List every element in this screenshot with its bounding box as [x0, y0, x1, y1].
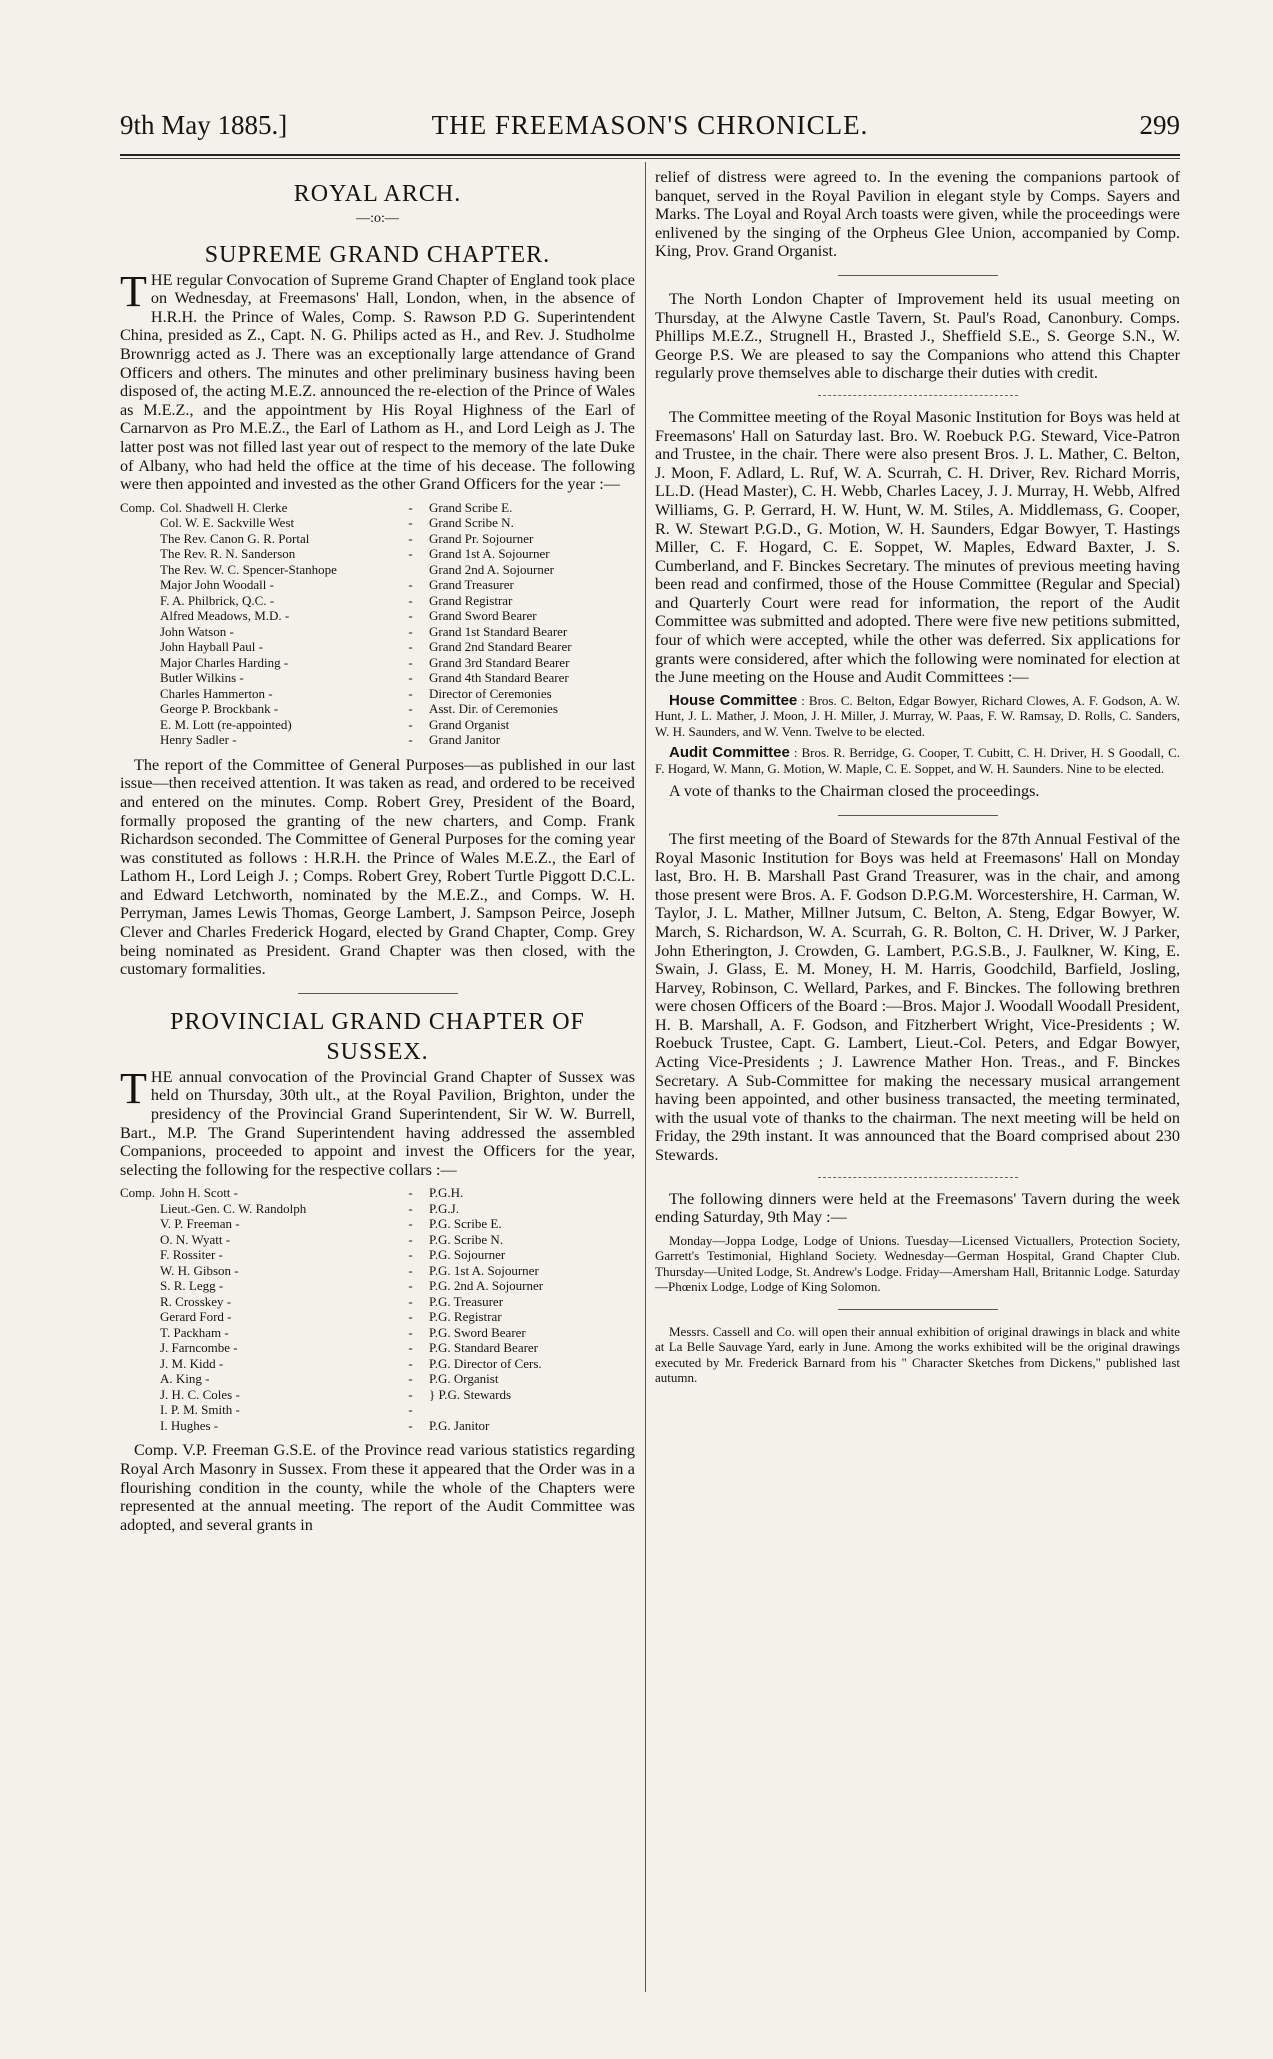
- officer-office: Grand Pr. Sojourner: [428, 530, 534, 546]
- officer-separator: -: [408, 1371, 413, 1387]
- officer-name-cell: [120, 624, 408, 640]
- officer-name: F. A. Philbrick, Q.C. -: [160, 592, 275, 608]
- officer-separator: -: [408, 1262, 413, 1278]
- officer-office: P.G. Standard Bearer: [428, 1340, 539, 1356]
- masthead-rule-thin: [120, 158, 1180, 159]
- officer-name: John Watson -: [160, 623, 234, 639]
- section-rule: [838, 275, 998, 276]
- officer-office: P.G. Janitor: [428, 1417, 490, 1433]
- officer-office: P.G. Treasurer: [428, 1293, 504, 1309]
- article-paragraph: relief of distress were agreed to. In the evening the companions partook of banquet, served in the Royal Pavilion in elegant style by Comps. Sayers and Marks. The Loyal and Royal Arch toasts were given, while the proceedings were enlivened by the singing of the Orpheus Glee Union, accompanied by Comp. King, Prov. Grand Organist.: [655, 168, 1180, 261]
- paragraph-text: HE annual convocation of the Provincial Grand Chapter of Sussex was held on Thursday, 30th ult., at the Royal Pavilion, Brighton, under the presidency of the Provincial Grand Superintendent, Sir W. W. Burrell, Bart., M.P. The Grand Superintendent having addressed the assembled Companions, proceeded to appoint and invest the Officers for the year, selecting the following for the respective collars :—: [120, 1067, 635, 1179]
- right-column: [655, 168, 1180, 1392]
- officer-name: John H. Scott -: [160, 1185, 238, 1201]
- officer-name: Charles Hammerton -: [160, 685, 273, 701]
- officer-row: [120, 1278, 635, 1294]
- officer-name: The Rev. R. N. Sanderson: [160, 546, 296, 562]
- officer-name-cell: [120, 701, 408, 717]
- officer-office: P.G. Sojourner: [428, 1247, 506, 1263]
- article-paragraph: The Committee meeting of the Royal Masonic Institution for Boys was held at Freemasons' Hall on Saturday last. Bro. W. Roebuck P.G. Steward, Vice-Patron and Trustee, in the chair. There were also present Bros. J. L. Mather, C. Belton, J. Moon, F. Adlard, L. Ruf, W. A. Scurrah, C. H. Driver, Rev. Richard Morris, LL.D. (Head Master), C. H. Webb, Charles Lacey, J. J. Murray, H. Webb, Alfred Williams, G. P. Gerrard, H. W. Hunt, W. M. Stiles, A. Middlemass, G. Cooper, R. W. Stewart P.G.D., G. Motion, W. H. Saunders, Edgar Bowyer, T. Hastings Miller, C. F. Hogard, C. E. Soppet, W. Maples, Edward Baxter, J. S. Cumberland, and F. Binckes Secretary. The minutes of previous meeting having been read and confirmed, those of the House Committee (Regular and Special) and Quarterly Court were read for information, the report of the Audit Committee was submitted and adopted. There were five new petitions submitted, four of which were accepted, while the other was deferred. Six applications for grants were considered, after which the following were nominated for election at the June meeting on the House and Audit Committees :—: [655, 407, 1180, 687]
- officer-name: Col. W. E. Sackville West: [160, 515, 295, 531]
- officer-office: Grand Organist: [428, 716, 510, 732]
- officer-name-cell: [120, 1356, 408, 1372]
- officer-separator: -: [408, 515, 413, 531]
- officer-office: P.G. Registrar: [428, 1309, 502, 1325]
- officer-office: P.G. Sword Bearer: [428, 1324, 526, 1340]
- officer-name-cell: [120, 500, 408, 516]
- officer-row: [120, 1418, 635, 1434]
- officer-office: Grand Scribe N.: [428, 515, 514, 531]
- left-column: [120, 168, 635, 1540]
- officer-name-cell: [120, 1216, 408, 1232]
- article-heading-sussex: SUSSEX.: [326, 1038, 429, 1065]
- section-rule: [838, 1309, 998, 1310]
- officer-office: P.G.H.: [428, 1185, 464, 1201]
- officer-office: Grand 4th Standard Bearer: [428, 670, 569, 686]
- officer-row: [120, 1247, 635, 1263]
- officer-row: [120, 1185, 635, 1201]
- officer-name: J. M. Kidd -: [160, 1355, 224, 1371]
- officer-name: George P. Brockbank -: [160, 701, 279, 717]
- officer-name-cell: [120, 1278, 408, 1294]
- officer-office: P.G. 1st A. Sojourner: [428, 1262, 539, 1278]
- officer-row: [120, 670, 635, 686]
- officer-name-cell: [120, 670, 408, 686]
- officer-office: Grand 2nd Standard Bearer: [428, 639, 572, 655]
- audit-committee-text: : Bros. R. Berridge, G. Cooper, T. Cubitt, C. H. Driver, H. S Goodall, C. F. Hogard, W. Mann, G. Motion, W. Maple, C. E. Soppet, and W. H. Saunders. Nine to be elected.: [655, 745, 1180, 776]
- officer-row: [120, 686, 635, 702]
- officer-office: Grand Janitor: [428, 732, 501, 748]
- issue-date: 9th May 1885.]: [120, 110, 288, 140]
- officer-row: [120, 624, 635, 640]
- officer-name: Col. Shadwell H. Clerke: [160, 499, 288, 515]
- officer-row: [120, 1216, 635, 1232]
- officer-name: Lieut.-Gen. C. W. Randolph: [160, 1200, 307, 1216]
- officer-office: Grand 3rd Standard Bearer: [428, 654, 570, 670]
- house-committee-list: [655, 693, 1180, 740]
- officer-name-cell: [120, 1294, 408, 1310]
- article-paragraph: [120, 1063, 635, 1180]
- officer-name: The Rev. Canon G. R. Portal: [160, 530, 310, 546]
- house-committee-text: : Bros. C. Belton, Edgar Bowyer, Richard Clowes, A. F. Godson, A. W. Hunt, J. L. Mather, J. Moon, J. H. Miller, J. Murray, W. Paas, F. W. Ramsay, D. Rolls, C. Sanders, W. H. Saunders, and W. Venn. Twelve to be elected.: [655, 692, 1181, 739]
- officer-office: P.G. Scribe E.: [428, 1216, 502, 1232]
- officer-name: Gerard Ford -: [160, 1309, 232, 1325]
- officer-office: P.G. Director of Cers.: [428, 1355, 542, 1371]
- officer-separator: -: [408, 1231, 413, 1247]
- ornament: —:o:—: [356, 211, 399, 226]
- officer-name: J. Farncombe -: [160, 1340, 238, 1356]
- officer-row: [120, 1294, 635, 1310]
- officer-name: John Hayball Paul -: [160, 639, 263, 655]
- officer-name-cell: [120, 1340, 408, 1356]
- officer-name: T. Packham -: [160, 1324, 229, 1340]
- paragraph-text: HE regular Convocation of Supreme Grand Chapter of England took place on Wednesday, at Freemasons' Hall, London, when, in the absence of H.R.H. the Prince of Wales, Comp. S. Rawson P.D G. Superintendent China, presided as Z., Capt. N. G. Philips acted as H., and Rev. J. Studholme Brownrigg acted as J. There was an exceptionally large attendance of Grand Officers and others. The minutes and other preliminary business having been disposed of, the acting M.E.Z. announced the re-election of the Prince of Wales as M.E.Z., and the appointment by His Royal Highness of the Earl of Carnarvon as Pro M.E.Z., the Earl of Lathom as H., and Lord Leigh as J. The latter post was not filled last year out of respect to the memory of the late Duke of Albany, who had held the office at the time of his decease. The following were then appointed and invested as the other Grand Officers for the year :—: [120, 270, 635, 494]
- drop-cap: T: [120, 1063, 147, 1113]
- officer-name-cell: [120, 1402, 408, 1418]
- officer-office: P.G. Organist: [428, 1371, 499, 1387]
- officer-separator: -: [408, 608, 413, 624]
- officer-name-cell: [120, 593, 408, 609]
- officer-row: [120, 701, 635, 717]
- officer-name-cell: [120, 1185, 408, 1201]
- officer-name-cell: [120, 1371, 408, 1387]
- officer-separator: -: [408, 1309, 413, 1325]
- officer-office: Grand Sword Bearer: [428, 608, 537, 624]
- officer-name: I. P. M. Smith -: [160, 1402, 240, 1418]
- officer-name-cell: [120, 562, 408, 578]
- officer-name-cell: [120, 546, 408, 562]
- officer-row: [120, 1201, 635, 1217]
- officer-name-cell: [120, 1232, 408, 1248]
- section-title: ROYAL ARCH.: [293, 181, 462, 207]
- officer-separator: -: [408, 654, 413, 670]
- officer-separator: -: [408, 1278, 413, 1294]
- officer-row: [120, 1387, 635, 1403]
- officer-name: F. Rossiter -: [160, 1247, 223, 1263]
- officer-separator: -: [408, 1216, 413, 1232]
- officer-name: R. Crosskey -: [160, 1293, 232, 1309]
- officer-separator: -: [408, 530, 413, 546]
- comp-prefix: Comp.: [120, 1185, 156, 1201]
- officer-name: Henry Sadler -: [160, 732, 237, 748]
- officer-name: Alfred Meadows, M.D. -: [160, 608, 290, 624]
- officer-separator: -: [408, 716, 413, 732]
- officer-row: [120, 577, 635, 593]
- article-paragraph: Comp. V.P. Freeman G.S.E. of the Province read various statistics regarding Royal Arch Masonry in Sussex. From these it appeared that the Order was in a flourishing condition in the county, while the whole of the Chapters were represented at the annual meeting. The report of the Audit Committee was adopted, and several grants in: [120, 1441, 635, 1534]
- officer-row: [120, 562, 635, 578]
- officer-name: O. N. Wyatt -: [160, 1231, 231, 1247]
- publication-title: THE FREEMASON'S CHRONICLE.: [431, 110, 869, 140]
- article-heading-supreme-grand-chapter: SUPREME GRAND CHAPTER.: [204, 241, 551, 268]
- officer-office: Grand Registrar: [428, 592, 513, 608]
- officer-office: } P.G. Stewards: [428, 1386, 512, 1402]
- officer-row: [120, 1325, 635, 1341]
- officer-row: [120, 546, 635, 562]
- officers-table-sussex: [120, 1185, 635, 1433]
- officer-separator: -: [408, 1417, 413, 1433]
- officer-name: Major John Woodall -: [160, 577, 274, 593]
- article-paragraph: A vote of thanks to the Chairman closed the proceedings.: [669, 782, 1040, 801]
- officer-name-cell: [120, 686, 408, 702]
- officer-name: V. P. Freeman -: [160, 1216, 240, 1232]
- masthead-rule: [120, 154, 1180, 156]
- officer-separator: -: [408, 623, 413, 639]
- section-rule: [818, 1177, 1018, 1178]
- officer-name-cell: [120, 639, 408, 655]
- officer-row: [120, 732, 635, 748]
- dinners-list: Monday—Joppa Lodge, Lodge of Unions. Tuesday—Licensed Victuallers, Protection Society, Garrett's Testimonial, Highland Society. Wednesday—German Hospital, Grand Chapter Club. Thursday—United Lodge, St. Andrew's Lodge. Friday—Amersham Hall, Britannic Lodge. Saturday—Phœnix Lodge, Lodge of King Solomon.: [655, 1232, 1180, 1295]
- officer-separator: -: [408, 546, 413, 562]
- officer-separator: [408, 562, 429, 578]
- audit-committee-label: Audit Committee: [669, 744, 790, 762]
- officer-office: Asst. Dir. of Ceremonies: [428, 701, 558, 717]
- officer-name-cell: [120, 1387, 408, 1403]
- officer-name-cell: [120, 608, 408, 624]
- officer-row: [120, 1356, 635, 1372]
- article-heading-provincial-grand-chapter: PROVINCIAL GRAND CHAPTER OF: [170, 1008, 585, 1035]
- comp-prefix: Comp.: [120, 499, 156, 515]
- officer-row: [120, 639, 635, 655]
- officer-name-cell: [120, 732, 408, 748]
- officer-separator: -: [408, 592, 413, 608]
- officer-separator: -: [408, 1355, 413, 1371]
- officer-name-cell: [120, 1201, 408, 1217]
- officer-separator: -: [408, 701, 413, 717]
- officer-name-cell: [120, 1309, 408, 1325]
- officer-separator: -: [408, 685, 413, 701]
- officers-table-grand-chapter: [120, 500, 635, 748]
- officer-name: I. Hughes -: [160, 1417, 219, 1433]
- officer-row: [120, 717, 635, 733]
- officer-separator: -: [408, 577, 413, 593]
- article-paragraph: The report of the Committee of General Purposes—as published in our last issue—then received attention. It was taken as read, and ordered to be received and entered on the minutes. Comp. Robert Grey, President of the Board, formally proposed the granting of the new charters, and Comp. Frank Richardson seconded. The Committee of General Purposes for the coming year was constituted as follows : H.R.H. the Prince of Wales M.E.Z., the Earl of Lathom H., Lord Leigh J. ; Comps. Robert Grey, Robert Turtle Piggott D.C.L. and Edward Letchworth, nominated by the M.E.Z., and Comps. W. H. Perryman, James Lewis Thomas, George Lambert, J. Sampson Peirce, Joseph Clever and Charles Frederick Hogard, elected by Grand Chapter, Comp. Grey being nominated as President. Grand Chapter was then closed, with the customary formalities.: [120, 755, 635, 979]
- officer-separator: -: [408, 1200, 413, 1216]
- officer-name: Major Charles Harding -: [160, 654, 289, 670]
- officer-row: [120, 1402, 635, 1418]
- officer-office: Grand Treasurer: [428, 577, 514, 593]
- officer-separator: -: [408, 1340, 413, 1356]
- officer-name-cell: [120, 1247, 408, 1263]
- officer-row: [120, 531, 635, 547]
- masthead: [120, 110, 1180, 150]
- article-paragraph: The first meeting of the Board of Stewards for the 87th Annual Festival of the Royal Masonic Institution for Boys was held at Freemasons' Hall on Monday last, Bro. H. B. Marshall Past Grand Treasurer, was in the chair, and among those present were Bros. A. F. Godson D.P.G.M. Worcestershire, H. Carman, W. Taylor, J. L. Mather, Millner Jutsum, C. Belton, A. Steng, Edgar Bowyer, W. March, S. Richardson, W. A. Scurrah, G. R. Bolton, C. H. Driver, W. J Parker, John Etherington, J. Crowden, G. Lambert, P.G.S.B., J. Faulkner, W. King, E. Swain, J. Glass, E. M. Money, H. M. Harris, Goodchild, Barfield, Josling, Harvey, Robinson, C. Wellard, Parkes, and F. Binckes. The following brethren were chosen Officers of the Board :—Bros. Major J. Woodall Woodall President, H. B. Marshall, A. F. Godson, and Fitzherbert Wright, Vice-Presidents ; W. Roebuck Trustee, Capt. G. Lambert, Lieut.-Col. Peters, and Edgar Bowyer, Acting Vice-Presidents ; J. Lawrence Mather Hon. Treas., and F. Binckes Secretary. A Sub-Committee for making the necessary musical arrangement having been appointed, and other business transacted, the meeting terminated, with the usual vote of thanks to the chairman. The next meeting will be held on Friday, the 29th instant. It was announced that the Board comprised about 230 Stewards.: [655, 829, 1180, 1165]
- officer-separator: -: [408, 1324, 413, 1340]
- officer-name: A. King -: [160, 1371, 210, 1387]
- officer-office: Director of Ceremonies: [428, 685, 552, 701]
- officer-name: E. M. Lott (re-appointed): [160, 716, 292, 732]
- officer-office: Grand 1st Standard Bearer: [428, 623, 568, 639]
- officer-name: The Rev. W. C. Spencer-Stanhope: [160, 561, 337, 577]
- officer-office: [429, 1402, 635, 1418]
- exhibition-notice: Messrs. Cassell and Co. will open their annual exhibition of original drawings in black and white at La Belle Sauvage Yard, early in June. Among the works exhibited will be the original drawings executed by Mr. Frederick Barnard from his " Character Sketches from Dickens," published last autumn.: [655, 1323, 1180, 1386]
- officer-name-cell: [120, 717, 408, 733]
- officer-name-cell: [120, 1263, 408, 1279]
- section-rule: [838, 815, 998, 816]
- officer-name: Butler Wilkins -: [160, 670, 244, 686]
- audit-committee-list: [655, 745, 1180, 776]
- officer-row: [120, 1232, 635, 1248]
- officer-row: [120, 1263, 635, 1279]
- article-paragraph: The North London Chapter of Improvement held its usual meeting on Thursday, at the Alwyne Castle Tavern, St. Paul's Road, Canonbury. Comps. Phillips M.E.Z., Strugnell H., Brasted J., Sheffield S.E., S. George S.N., W. George P.S. We are pleased to say the Companions who attend this Chapter regularly prove themselves able to discharge their duties with credit.: [655, 289, 1180, 383]
- officer-row: [120, 1371, 635, 1387]
- officer-office: Grand 2nd A. Sojourner: [428, 561, 554, 577]
- officer-separator: -: [408, 1293, 413, 1309]
- officer-separator: -: [408, 639, 413, 655]
- column-divider: [645, 162, 646, 1992]
- section-rule: [818, 395, 1018, 396]
- officer-row: [120, 1340, 635, 1356]
- officer-name-cell: [120, 577, 408, 593]
- officer-name: W. H. Gibson -: [160, 1262, 239, 1278]
- officer-office: P.G.J.: [428, 1200, 459, 1216]
- officer-office: P.G. Scribe N.: [428, 1231, 504, 1247]
- officer-office: P.G. 2nd A. Sojourner: [428, 1278, 544, 1294]
- officer-row: [120, 655, 635, 671]
- page-number: 299: [1139, 110, 1180, 140]
- officer-row: [120, 515, 635, 531]
- officer-row: [120, 593, 635, 609]
- officer-separator: -: [408, 670, 413, 686]
- article-paragraph: [120, 266, 635, 494]
- officer-separator: -: [408, 499, 413, 515]
- officer-name-cell: [120, 1418, 408, 1434]
- officer-name: J. H. C. Coles -: [160, 1386, 240, 1402]
- officer-name-cell: [120, 531, 408, 547]
- drop-cap: T: [120, 266, 147, 316]
- officer-office: Grand 1st A. Sojourner: [428, 546, 550, 562]
- officer-row: [120, 608, 635, 624]
- officer-name-cell: [120, 515, 408, 531]
- officer-separator: -: [408, 1247, 413, 1263]
- house-committee-label: House Committee: [669, 691, 798, 709]
- section-rule: [298, 993, 458, 994]
- officer-row: [120, 500, 635, 516]
- officer-office: Grand Scribe E.: [428, 499, 513, 515]
- officer-name: S. R. Legg -: [160, 1278, 224, 1294]
- officer-separator: -: [408, 1185, 413, 1201]
- officer-separator: -: [408, 1386, 413, 1402]
- officer-name-cell: [120, 655, 408, 671]
- officer-row: [120, 1309, 635, 1325]
- officer-separator: -: [408, 732, 413, 748]
- article-paragraph: The following dinners were held at the Freemasons' Tavern during the week ending Saturday, 9th May :—: [655, 1189, 1180, 1227]
- officer-separator: -: [408, 1402, 413, 1418]
- officer-name-cell: [120, 1325, 408, 1341]
